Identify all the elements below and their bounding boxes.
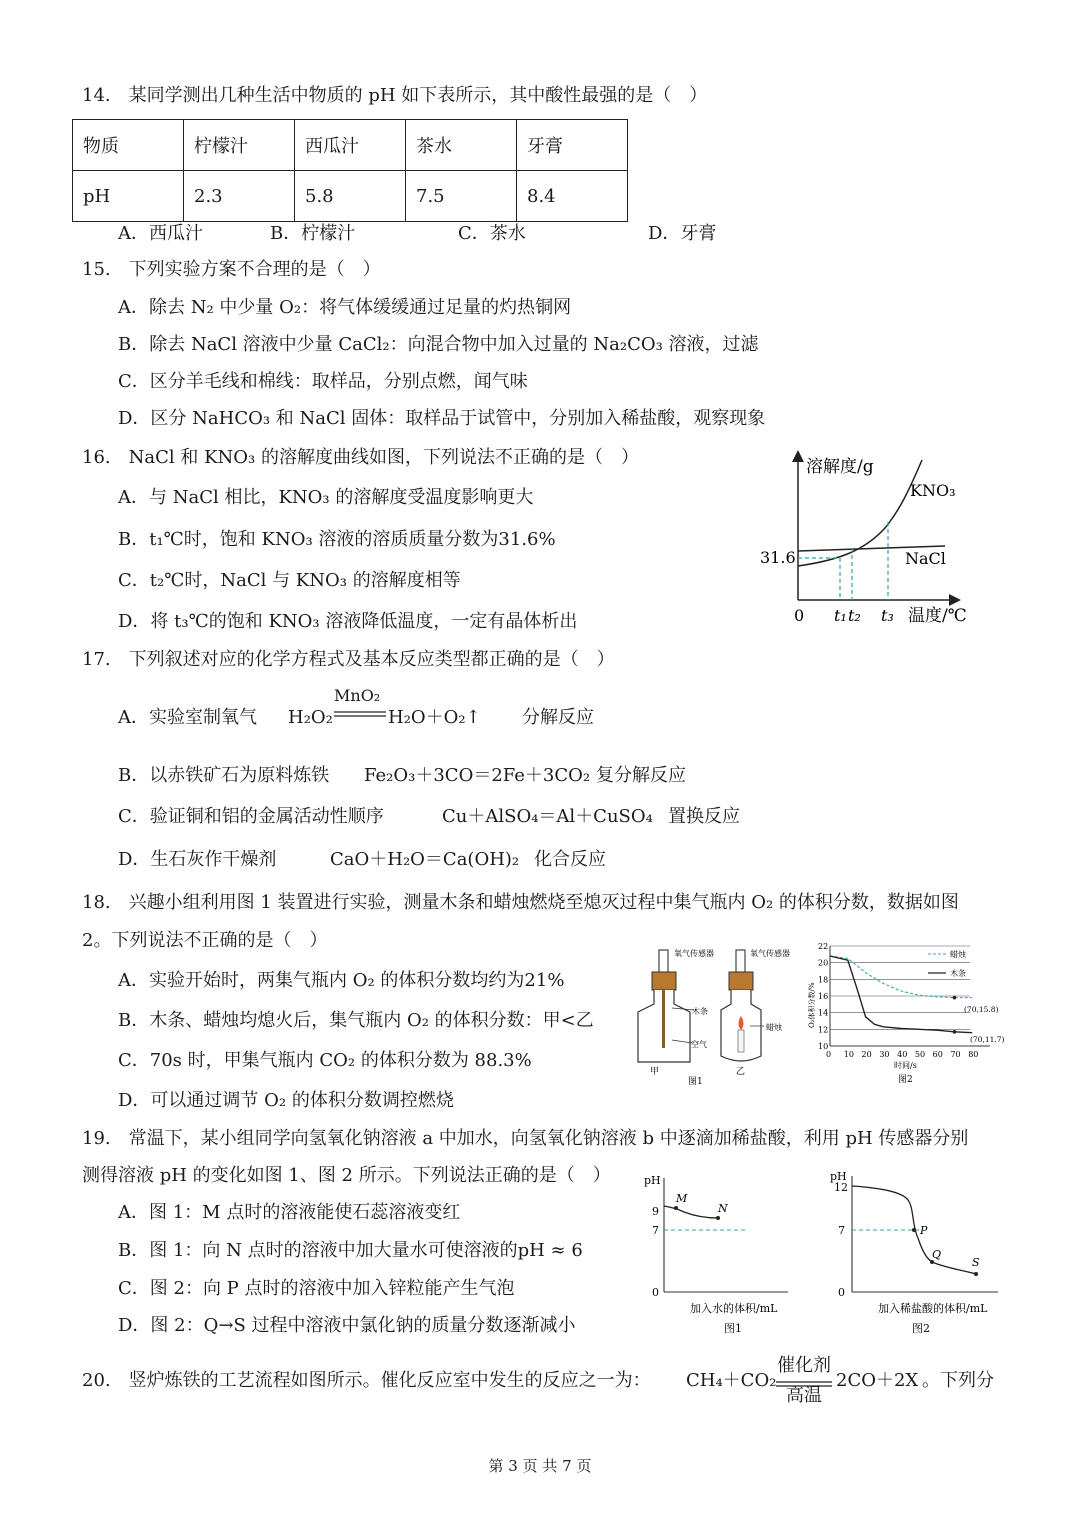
y-tick-label: 12 [818,1025,829,1035]
q18-option-c: C．70s 时，甲集气瓶内 CO₂ 的体积分数为 88.3% [118,1050,532,1071]
table-row [73,120,628,171]
table-cell: 柠檬汁 [184,120,295,171]
apparatus-figure [632,944,804,1089]
x-tick-label: 10 [843,1050,854,1059]
point-q-label: Q [932,1248,942,1261]
q14-option-b: B．柠檬汁 [270,223,356,244]
q19-stem-line1: 19. 常温下，某小组同学向氢氧化钠溶液 a 中加水，向氢氧化钠溶液 b 中逐滴加稀盐酸，利用 pH 传感器分别 [82,1128,969,1149]
x-axis-label: 时间/s [894,1061,917,1070]
q18-stem-line2: 2。下列说法不正确的是（ ） [82,930,328,951]
q18-option-b: B．木条、蜡烛均熄火后，集气瓶内 O₂ 的体积分数：甲<乙 [118,1010,594,1031]
y-axis-label: 溶解度/g [806,457,874,477]
fig-caption: 图1 [688,1077,703,1087]
table-cell: 5.8 [295,171,406,222]
x-tick-label: 50 [914,1050,926,1059]
point-n [716,1216,720,1220]
q14-option-a: A．西瓜汁 [118,223,203,244]
q16-option-d: D．将 t₃℃的饱和 KNO₃ 溶液降低温度，一定有晶体析出 [118,611,578,632]
x-tick-label: 60 [932,1050,943,1059]
t2-label: t₂ [848,606,861,625]
wood-end-point [953,1030,957,1034]
q17-option-a-label: A．实验室制氧气 [118,707,257,728]
q18-stem-line1: 18. 兴趣小组利用图 1 装置进行实验，测量木条和蜡烛燃烧至熄灭过程中集气瓶内 O₂ 的体积分数，数据如图 [82,892,959,913]
candle [738,1030,744,1052]
q17-option-a-catalyst: MnO₂ [334,686,381,705]
ph-water-chart [640,1170,810,1340]
q20-equation-lhs: CH₄＋CO₂ [686,1370,777,1391]
q20-condition-top: 催化剂 [777,1355,831,1376]
q16-stem: 16. NaCl 和 KNO₃ 的溶解度曲线如图，下列说法不正确的是（ ） [82,447,639,468]
x-tick-label: 70 [950,1050,961,1059]
table-cell: 2.3 [184,171,295,222]
x-axis-label: 温度/℃ [908,606,967,626]
q17-stem: 17. 下列叙述对应的化学方程式及基本反应类型都正确的是（ ） [82,649,615,670]
y-tick-label: 20 [818,958,829,968]
y-tick-label: 14 [818,1008,829,1018]
ytick-label: 31.6 [760,548,796,567]
ph-table [72,119,628,222]
q18-option-a: A．实验开始时，两集气瓶内 O₂ 的体积分数均约为21% [118,970,565,991]
x-tick-label: 80 [968,1050,979,1059]
q19-option-d: D．图 2：Q→S 过程中溶液中氯化钠的质量分数逐渐减小 [118,1315,576,1336]
x-axis-label: 加入稀盐酸的体积/mL [878,1302,988,1315]
kno3-label: KNO₃ [910,481,956,500]
q17-option-b-type: 复分解反应 [596,765,686,786]
q17-option-d-label: D．生石灰作干燥剂 [118,849,277,870]
point-m-label: M [676,1192,688,1205]
q16-option-b: B．t₁℃时，饱和 KNO₃ 溶液的溶质质量分数为31.6% [118,529,556,550]
q20-stem-tail: 。下列分 [922,1370,994,1391]
q19-stem-line2: 测得溶液 pH 的变化如图 1、图 2 所示。下列说法正确的是（ ） [82,1165,611,1186]
candle-point-label: (70,15.8) [964,1005,999,1014]
y-tick-label: 16 [818,992,829,1001]
table-row [73,171,628,222]
y-axis-label: pH [644,1174,661,1187]
air-label: 空气 [691,1040,707,1049]
nacl-label: NaCl [905,549,946,568]
q15-stem: 15. 下列实验方案不合理的是（ ） [82,259,381,280]
sensor-probe [659,950,668,972]
q17-option-c-label: C．验证铜和铝的金属活动性顺序 [118,806,384,827]
y-tick-label: 22 [818,942,829,951]
fig-caption: 图2 [898,1075,913,1085]
q17-option-b-equation: Fe₂O₃＋3CO＝2Fe＋3CO₂ [364,765,591,786]
ytick-12: 12 [834,1181,848,1194]
o2-chart [804,942,1014,1090]
table-cell: pH [73,171,184,222]
y-tick-label: 10 [818,1042,829,1051]
wood-label: 木条 [692,1007,708,1016]
table-cell: 西瓜汁 [295,120,406,171]
point-s [974,1272,978,1276]
point-n-label: N [718,1202,728,1215]
y-axis-label: pH [830,1170,847,1183]
q17-option-c-equation: Cu＋AlSO₄＝Al＋CuSO₄ [442,806,653,827]
q19-option-a: A．图 1：M 点时的溶液能使石蕊溶液变红 [118,1202,461,1223]
q15-option-b: B．除去 NaCl 溶液中少量 CaCl₂：向混合物中加入过量的 Na₂CO₃ 溶液，过滤 [118,334,759,355]
candle-end-point [953,996,957,1000]
y-axis-label: O₂体积分数/% [808,982,816,1028]
fig-caption: 图2 [912,1322,930,1335]
x-tick-label: 20 [861,1050,872,1059]
wood-series-line [830,956,972,1033]
wood-stick [662,990,665,1048]
q16-option-c: C．t₂℃时，NaCl 与 KNO₃ 的溶解度相等 [118,570,461,591]
reaction-arrow [334,710,386,718]
stopper [729,972,753,990]
sensor-label: 氧气传感器 [750,949,790,958]
q14-stem: 14. 某同学测出几种生活中物质的 pH 如下表所示，其中酸性最强的是（ ） [82,85,708,106]
q14-option-d: D．牙膏 [648,223,717,244]
table-cell: 牙膏 [517,120,628,171]
origin-label: 0 [794,606,805,625]
q14-option-c: C．茶水 [458,223,526,244]
y-tick-label: 18 [818,975,829,985]
page-footer: 第 3 页 共 7 页 [488,1457,592,1475]
ytick-9: 9 [652,1205,659,1218]
sensor-probe [736,950,745,972]
wood-point-label: (70,11.7) [970,1035,1005,1044]
solubility-chart [750,448,990,638]
q20-condition-bottom: 高温 [786,1385,822,1406]
legend-candle: 蜡烛 [950,950,966,959]
fig-caption: 图1 [724,1322,742,1335]
x-tick-label: 30 [879,1050,890,1059]
point-m [674,1206,678,1210]
q17-option-a-lhs: H₂O₂ [288,707,333,728]
q17-option-a-type: 分解反应 [522,707,594,728]
ph-curve [664,1206,718,1218]
q18-option-d: D．可以通过调节 O₂ 的体积分数调控燃烧 [118,1090,454,1111]
q20-equation-rhs: 2CO＋2X [836,1370,919,1391]
q17-option-c-type: 置换反应 [668,806,740,827]
origin-label: 0 [838,1286,845,1299]
ytick-7: 7 [838,1224,845,1237]
table-cell: 物质 [73,120,184,171]
q17-option-b-label: B．以赤铁矿石为原料炼铁 [118,765,330,786]
q15-option-c: C．区分羊毛线和棉线：取样品，分别点燃，闻气味 [118,371,528,392]
ph-acid-chart [822,1166,1022,1340]
t3-label: t₃ [881,606,894,625]
q19-option-b: B．图 1：向 N 点时的溶液中加大量水可使溶液的pH ≈ 6 [118,1240,583,1261]
q17-option-d-equation: CaO＋H₂O＝Ca(OH)₂ [330,849,520,870]
q15-option-a: A．除去 N₂ 中少量 O₂：将气体缓缓通过足量的灼热铜网 [118,297,572,318]
legend-wood: 木条 [950,969,966,978]
stopper [652,972,676,990]
q17-option-d-type: 化合反应 [534,849,606,870]
q17-option-a-rhs: H₂O＋O₂↑ [388,707,481,728]
table-cell: 7.5 [406,171,517,222]
x-axis-label: 加入水的体积/mL [690,1302,778,1315]
x-tick-label: 0 [826,1050,832,1059]
candle-label: 蜡烛 [766,1023,782,1032]
yi-label: 乙 [736,1067,746,1077]
sensor-label: 氧气传感器 [674,949,714,958]
point-s-label: S [972,1256,980,1269]
table-cell: 茶水 [406,120,517,171]
q16-option-a: A．与 NaCl 相比，KNO₃ 的溶解度受温度影响更大 [118,487,534,508]
origin-label: 0 [652,1286,659,1299]
t1-label: t₁ [834,606,847,625]
table-cell: 8.4 [517,171,628,222]
x-tick-label: 40 [897,1050,908,1059]
point-p-label: P [920,1224,928,1237]
ytick-7: 7 [652,1224,659,1237]
q19-option-c: C．图 2：向 P 点时的溶液中加入锌粒能产生气泡 [118,1278,515,1299]
q20-stem: 20. 竖炉炼铁的工艺流程如图所示。催化反应室中发生的反应之一为： [82,1370,651,1391]
q15-option-d: D．区分 NaHCO₃ 和 NaCl 固体：取样品于试管中，分别加入稀盐酸，观察现象 [118,408,766,429]
jia-label: 甲 [650,1067,660,1077]
point-p [912,1228,916,1232]
